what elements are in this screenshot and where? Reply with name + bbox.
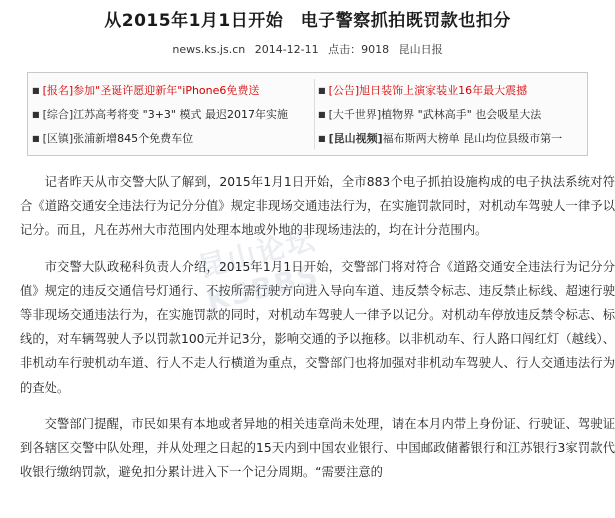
article-title: 从2015年1月1日开始 电子警察抓拍既罚款也扣分 — [104, 11, 511, 31]
link-tag[interactable]: [区镇] — [42, 132, 74, 145]
link-text[interactable]: 福布斯两大榜单 昆山均位县级市第一 — [382, 132, 563, 145]
bullet-icon: ■ — [318, 134, 326, 143]
link-item-right-2[interactable] — [318, 103, 584, 127]
bullet-icon: ■ — [32, 110, 40, 119]
link-item-left-2[interactable] — [32, 103, 322, 127]
article-paragraph-3: 交警部门提醒，市民如果有本地或者异地的相关违章尚未处理，请在本月内带上身份证、行驶证、驾驶证到各辖区交警中队处理，并从处理之日起的15天内到中国农业银行、中国邮政储蓄银行和江苏银行3家罚款代收银行缴纳罚款，避免扣分累计进入下一个记分周期。“需要注意的 — [20, 416, 615, 480]
link-tag[interactable]: [综合] — [42, 108, 74, 121]
link-text[interactable]: 参加"圣诞许愿迎新年"iPhone6免费送 — [73, 84, 260, 97]
link-text[interactable]: 植物界 "武林高手" 也会吸星大法 — [381, 108, 542, 121]
view-count: 点击：9018 — [328, 43, 390, 56]
link-tag[interactable]: [昆山视频] — [328, 132, 383, 145]
publisher-name: 昆山日报 — [398, 43, 443, 56]
article-paragraph-1: 记者昨天从市交警大队了解到，2015年1月1日开始，全市883个电子抓拍设施构成的电子执法系统对符合《道路交通安全违法行为记分分值》规定非现场交通违法行为，在实施罚款同时，对机动车驾驶人一律予以记分。而且，凡在苏州大市范围内处理本地或外地的非现场违法的，均在计分范围内。 — [20, 175, 615, 238]
link-item-left-1[interactable] — [32, 79, 322, 103]
link-text[interactable]: 江苏高考将变 "3+3" 模式 最迟2017年实施 — [73, 108, 288, 121]
article-meta — [0, 41, 615, 57]
link-tag[interactable]: [报名] — [42, 84, 74, 97]
link-tag[interactable]: [大千世界] — [328, 108, 382, 121]
links-left-column — [32, 79, 322, 151]
link-item-right-3[interactable] — [318, 127, 584, 151]
bullet-icon: ■ — [318, 86, 326, 95]
publish-datetime: 2014-12-11 — [254, 43, 319, 56]
links-right-column — [318, 79, 584, 151]
link-text[interactable]: 张浦新增845个免费车位 — [73, 132, 194, 145]
bullet-icon: ■ — [318, 110, 326, 119]
related-links-box — [27, 72, 588, 156]
watermark: 昆山论坛 KSBBS — [194, 222, 323, 318]
link-tag[interactable]: [公告] — [328, 84, 360, 97]
link-item-right-1[interactable] — [318, 79, 584, 103]
bullet-icon: ■ — [32, 86, 40, 95]
article-body — [20, 170, 615, 496]
source-site: news.ks.js.cn — [172, 43, 246, 56]
bullet-icon: ■ — [32, 134, 40, 143]
article-paragraph-2: 市交警大队政秘科负责人介绍，2015年1月1日开始，交警部门将对符合《道路交通安全违法行为记分分值》规定的违反交通信号灯通行、不按所需行驶方向进入导向车道、违反禁令标志、违反禁止标线、超速行驶等非现场交通违法行为，在实施罚款的同时，对机动车驾驶人一律予以记分。对机动车停放违反禁令标志、标线的，对车辆驾驶人予以罚款100元并记3分，影响交通的予以拖移。以非机动车、行人路口闯红灯（越线）、非机动车行驶机动车道、行人不走人行横道为重点，交警部门也将加强对非机动车驾驶人、行人交通违法行为的查处。 — [20, 259, 615, 395]
link-text[interactable]: 旭日装饰上演家装业16年最大震撼 — [359, 84, 528, 97]
link-item-left-3[interactable] — [32, 127, 322, 151]
